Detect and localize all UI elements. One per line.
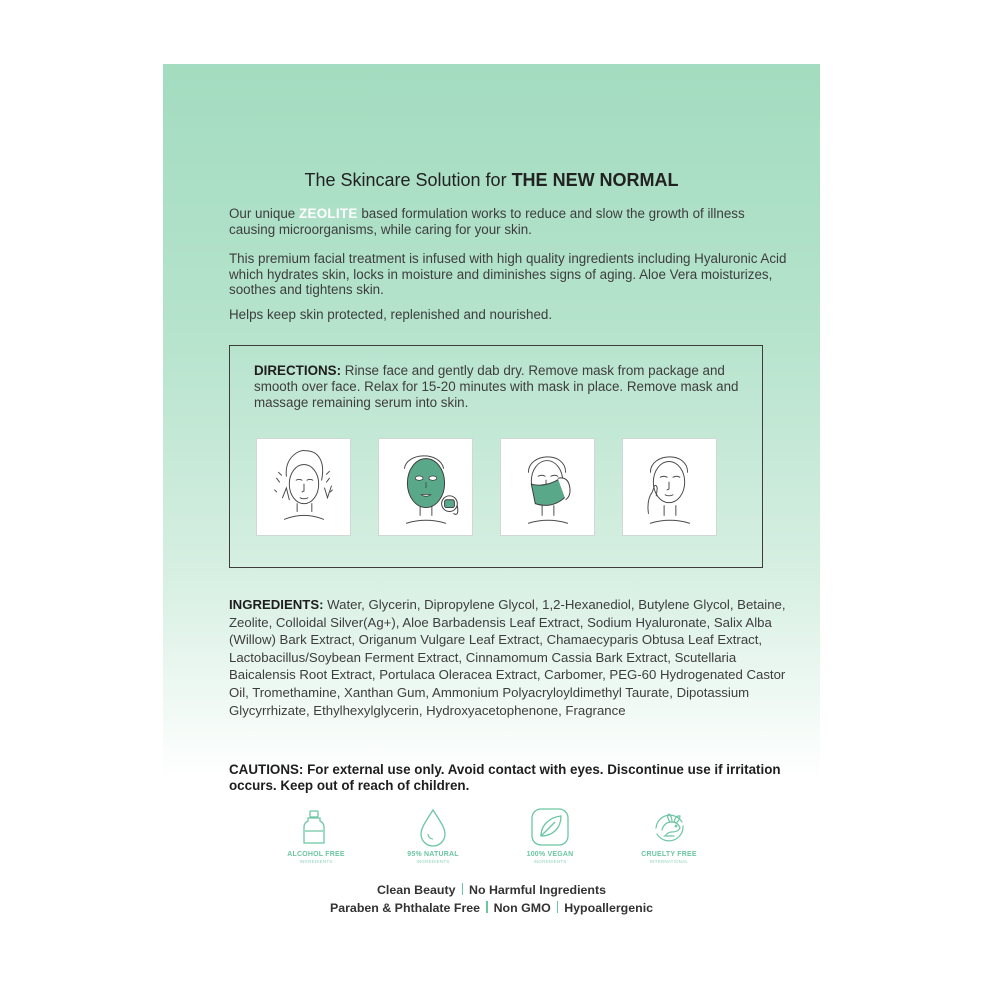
apply-mask-icon	[379, 439, 472, 535]
badge-natural	[387, 806, 479, 864]
footer-line-1	[163, 882, 820, 900]
bottle-icon	[295, 806, 337, 848]
footer-line-2	[163, 900, 820, 918]
directions-box	[229, 345, 763, 568]
directions-text	[254, 363, 754, 411]
claim-hypoallergenic: Hypoallergenic	[564, 901, 654, 915]
headline-bold: THE NEW NORMAL	[511, 170, 679, 190]
cautions-section	[229, 762, 789, 794]
step-2-apply-mask	[378, 438, 473, 536]
intro-after: based formulation works to reduce and slow the growth of illness causing microorganisms, while caring for your skin.	[229, 206, 745, 237]
badge-vegan-title: 100% VEGAN	[526, 851, 574, 858]
claim-clean-beauty: Clean Beauty	[376, 883, 456, 897]
remove-mask-icon	[501, 439, 594, 535]
product-back-panel	[163, 64, 820, 936]
ingredients-list: Water, Glycerin, Dipropylene Glycol, 1,2-Hexanediol, Butylene Glycol, Betaine, Zeolite, Colloidal Silver(Ag+), Aloe Barbadensis Leaf Extract, Sodium Hyaluronate, Salix Alba (Willow) Bark Extract, Origanum Vulgare Leaf Extract, Chamaecyparis Obtusa Leaf Extract, Lactobacillus/Soybean Ferment Extract, Cinnamomum Cassia Bark Extract, Scutellaria Baicalensis Root Extract, Portulaca Oleracea Extract, Carbomer, PEG-60 Hydrogenated Castor Oil, Tromethamine, Xanthan Gum, Ammonium Polyacryloyldimethyl Taurate, Dipotassium Glycyrrhizate, Ethylhexylglycerin, Hydroxyacetophenone, Fragrance	[229, 597, 786, 718]
badge-cruelty-free-sub: INTERNATIONAL	[649, 859, 689, 864]
leaf-icon	[529, 806, 571, 848]
step-1-rinse	[256, 438, 351, 536]
cautions-label: CAUTIONS:	[229, 762, 304, 777]
ingredients-section	[229, 596, 794, 719]
badge-vegan	[504, 806, 596, 864]
droplet-icon	[412, 806, 454, 848]
step-3-remove-mask	[500, 438, 595, 536]
intro-highlight: ZEOLITE	[298, 206, 358, 221]
intro-before: Our unique	[229, 206, 299, 221]
badge-natural-title: 95% NATURAL	[407, 851, 459, 858]
badge-alcohol-free-title: ALCOHOL FREE	[287, 851, 345, 858]
divider	[557, 901, 559, 913]
intro-paragraph	[229, 206, 789, 237]
bunny-icon	[648, 806, 690, 848]
badge-alcohol-free-sub: INGREDIENTS	[299, 859, 333, 864]
divider	[462, 883, 464, 895]
claim-non-gmo: Non GMO	[493, 901, 551, 915]
badge-alcohol-free	[270, 806, 362, 864]
badge-cruelty-free	[623, 806, 715, 864]
treatment-paragraph: This premium facial treatment is infused with high quality ingredients including Hyaluronic Acid which hydrates skin, locks in moisture and diminishes signs of aging. Aloe Vera moisturizes, soothes and tightens skin.	[229, 251, 787, 297]
badge-vegan-sub: INGREDIENTS	[533, 859, 567, 864]
claim-paraben-free: Paraben & Phthalate Free	[329, 901, 481, 915]
ingredients-label: INGREDIENTS:	[229, 597, 324, 612]
badge-cruelty-free-title: CRUELTY FREE	[641, 851, 697, 858]
rinse-face-icon	[257, 439, 350, 535]
divider	[486, 901, 488, 913]
cautions-text: For external use only. Avoid contact with eyes. Discontinue use if irritation occurs. Keep out of reach of children.	[229, 762, 781, 793]
massage-serum-icon	[623, 439, 716, 535]
headline-prefix: The Skincare Solution for	[304, 170, 512, 190]
step-4-massage	[622, 438, 717, 536]
directions-label: DIRECTIONS:	[254, 363, 342, 378]
headline	[163, 170, 820, 191]
benefit-paragraph: Helps keep skin protected, replenished and nourished.	[229, 307, 553, 322]
claim-no-harmful-ingredients: No Harmful Ingredients	[469, 883, 606, 897]
badge-natural-sub: INGREDIENTS	[416, 859, 450, 864]
directions-body: Rinse face and gently dab dry. Remove mask from package and smooth over face. Relax for 15-20 minutes with mask in place. Remove mask and massage remaining serum into skin.	[254, 363, 739, 410]
